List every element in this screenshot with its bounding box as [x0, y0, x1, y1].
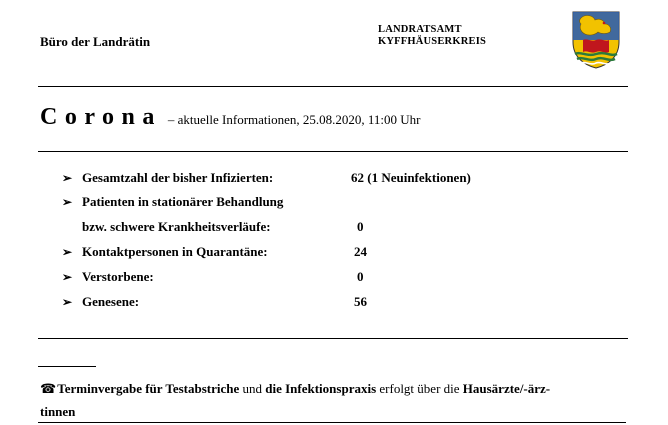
arrow-bullet-icon: ➢	[62, 270, 73, 284]
stat-label: Patienten in stationärer Behandlung	[82, 194, 284, 209]
footer-divider	[38, 422, 626, 423]
stats-divider	[38, 338, 628, 339]
coat-of-arms-icon	[571, 10, 621, 70]
footer-note	[40, 377, 630, 423]
stat-label: Verstorbene:	[82, 269, 154, 284]
arrow-bullet-icon: ➢	[62, 171, 73, 185]
stat-value: 24	[354, 244, 367, 259]
footer-text-doctors-cont: tinnen	[40, 404, 76, 419]
footer-text-practice: die Infektionspraxis	[265, 381, 377, 396]
headline-subtitle: – aktuelle Informationen, 25.08.2020, 11:00 Uhr	[167, 112, 421, 127]
stat-label: bzw. schwere Krankheitsverläufe:	[82, 219, 271, 234]
footer-text-via: erfolgt über die	[379, 381, 460, 396]
stat-value: 62 (1 Neuinfektionen)	[351, 170, 471, 185]
header-divider	[38, 86, 628, 87]
arrow-bullet-icon: ➢	[62, 245, 73, 259]
footer-text-testing: Terminvergabe für Testabstriche	[57, 381, 240, 396]
footer-text-doctors: Hausärzte/-ärz-	[462, 381, 551, 396]
authority-line-1: LANDRATSAMT	[378, 24, 462, 35]
stat-value: 0	[357, 219, 364, 234]
authority-line-2: KYFFHÄUSERKREIS	[378, 36, 487, 47]
stat-value: 0	[357, 269, 364, 284]
footer-text-and: und	[242, 381, 262, 396]
office-name: Büro der Landrätin	[40, 34, 151, 49]
phone-icon: ☎	[40, 381, 57, 396]
arrow-bullet-icon: ➢	[62, 195, 73, 209]
arrow-bullet-icon: ➢	[62, 295, 73, 309]
authority-name	[378, 24, 486, 48]
headline-divider	[38, 151, 628, 152]
stat-label: Genesene:	[82, 294, 140, 309]
headline-title: Corona	[40, 104, 162, 130]
footnote-divider	[38, 366, 96, 367]
stat-label: Gesamtzahl der bisher Infizierten:	[82, 170, 274, 185]
stat-label: Kontaktpersonen in Quarantäne:	[82, 244, 268, 259]
headline	[40, 104, 421, 131]
stat-value: 56	[354, 294, 367, 309]
